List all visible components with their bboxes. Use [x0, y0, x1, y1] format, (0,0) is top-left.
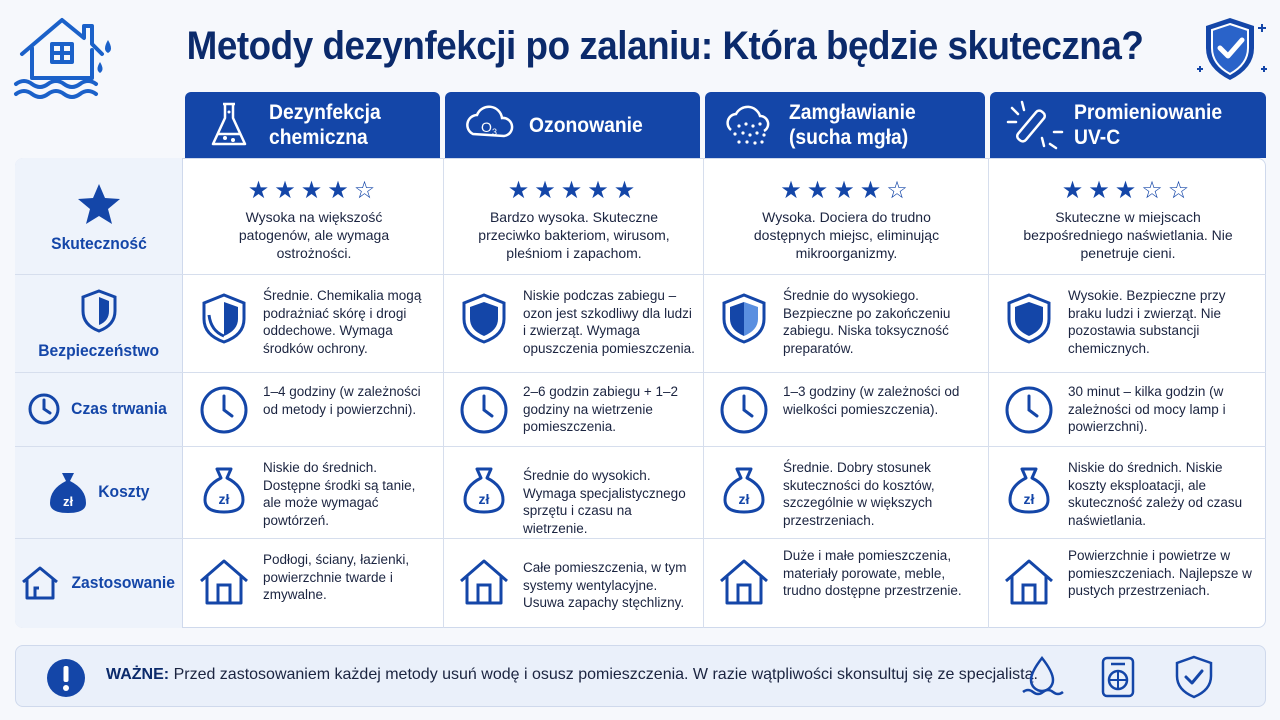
house-icon — [717, 555, 771, 609]
cell-effectiveness-ozone: ★★★★★ Bardzo wysoka. Skuteczne przeciwko bakteriom, wirusom, pleśniom i zapachom. — [445, 158, 703, 274]
clock-icon — [457, 383, 511, 437]
clock-icon — [1002, 383, 1056, 437]
cell-costs-fogging: zł Średnie. Dobry stosunek skuteczności do kosztów, szczególnie w większych przestrzeniach. — [705, 447, 988, 538]
shield-icon — [197, 291, 251, 345]
column-header-fogging — [705, 92, 985, 158]
cell-duration-fogging: 1–3 godziny (w zależności od wielkości pomieszczenia). — [705, 373, 988, 446]
star-icon — [76, 182, 122, 226]
rating-stars: ★★★★☆ — [780, 177, 913, 204]
house-icon — [19, 564, 61, 602]
ozone-icon — [459, 100, 519, 150]
money-bag-icon — [457, 463, 511, 517]
flask-icon — [199, 100, 259, 150]
house-icon — [1002, 555, 1056, 609]
svg-text:zł: zł — [1023, 491, 1035, 507]
method-name: Ozonowanie — [529, 113, 643, 137]
clock-icon — [197, 383, 251, 437]
cell-effectiveness-fogging: ★★★★☆ Wysoka. Dociera do trudno dostępnych miejsc, eliminując mikroorganizmy. — [705, 158, 988, 274]
method-name: Promieniowanie UV-C — [1074, 101, 1223, 149]
shield-icon — [717, 291, 771, 345]
shield-icon — [1002, 291, 1056, 345]
cell-safety-chemical: Średnie. Chemikalia mogą podrażniać skórę i drogi oddechowe. Wymaga środków ochrony. — [185, 275, 443, 372]
column-header-ozone — [445, 92, 700, 158]
cell-duration-chemical: 1–4 godziny (w zależności od metody i powierzchni). — [185, 373, 443, 446]
rating-stars: ★★★★★ — [507, 177, 641, 204]
money-bag-icon — [197, 463, 251, 517]
dehumidifier-icon — [1095, 654, 1141, 700]
row-label-effectiveness: Skuteczność — [15, 164, 183, 272]
cell-costs-ozone: zł Średnie do wysokich. Wymaga specjalistycznego sprzętu i czasu na wietrzenie. — [445, 447, 703, 538]
money-bag-icon — [46, 469, 90, 515]
method-name: Dezynfekcja chemiczna — [269, 101, 381, 149]
cell-effectiveness-chemical: ★★★★☆ Wysoka na większość patogenów, ale wymaga ostrożności. — [185, 158, 443, 274]
shield-icon — [457, 291, 511, 345]
row-label-duration: Czas trwania — [15, 374, 183, 444]
cell-application-ozone: Całe pomieszczenia, w tym systemy wentylacyjne. Usuwa zapachy stęchlizny. — [445, 539, 703, 628]
cell-safety-fogging: Średnie do wysokiego. Bezpieczne po zakończeniu zabiegu. Niska toksyczność preparatów. — [705, 275, 988, 372]
shield-check-icon — [1171, 654, 1217, 700]
exclamation-icon — [46, 658, 86, 698]
row-label-costs: zł Koszty — [15, 448, 183, 536]
cell-effectiveness-uvc: ★★★☆☆ Skuteczne w miejscach bezpośredniego naświetlania. Nie penetruje cieni. — [990, 158, 1266, 274]
page-title: Metody dezynfekcji po zalaniu: Która będzie skuteczna? — [186, 24, 1144, 68]
cell-safety-uvc: Wysokie. Bezpieczne przy braku ludzi i zwierząt. Nie pozostawia substancji chemicznych. — [990, 275, 1266, 372]
svg-text:zł: zł — [63, 494, 74, 509]
fog-cloud-icon — [719, 100, 779, 150]
rating-stars: ★★★☆☆ — [1061, 177, 1195, 204]
cell-application-uvc: Powierzchnie i powietrze w pomieszczeniach. Najlepsze w pustych przestrzeniach. — [990, 539, 1266, 628]
money-bag-icon — [717, 463, 771, 517]
cell-duration-ozone: 2–6 godzin zabiegu + 1–2 godziny na wietrzenie pomieszczenia. — [445, 373, 703, 446]
note-text: WAŻNE: Przed zastosowaniem każdej metody usuń wodę i osusz pomieszczenia. W razie wątpliwości skonsultuj się ze specjalistą. — [106, 666, 1038, 683]
svg-text:zł: zł — [218, 491, 230, 507]
cell-safety-ozone: Niskie podczas zabiegu – ozon jest szkodliwy dla ludzi i zwierząt. Wymaga opuszczenia pomieszczenia. — [445, 275, 703, 372]
row-label-safety: Bezpieczeństwo — [15, 280, 183, 370]
cell-duration-uvc: 30 minut – kilka godzin (w zależności od mocy lamp i powierzchni). — [990, 373, 1266, 446]
money-bag-icon — [1002, 463, 1056, 517]
method-name: Zamgławianie (sucha mgła) — [789, 101, 916, 149]
clock-icon — [717, 383, 771, 437]
cell-costs-chemical: zł Niskie do średnich. Dostępne środki są tanie, ale może wymagać powtórzeń. — [185, 447, 443, 538]
uv-lamp-icon — [1004, 100, 1064, 150]
important-note — [15, 645, 1266, 707]
water-drop-icon — [1019, 654, 1065, 700]
house-icon — [197, 555, 251, 609]
svg-text:zł: zł — [738, 491, 750, 507]
cell-costs-uvc: zł Niskie do średnich. Niskie koszty eksploatacji, ale skuteczność zależy od czasu naświetlania. — [990, 447, 1266, 538]
column-header-chemical — [185, 92, 440, 158]
svg-text:O: O — [481, 119, 492, 135]
svg-text:zł: zł — [478, 491, 490, 507]
cell-application-fogging: Duże i małe pomieszczenia, materiały porowate, meble, trudno dostępne przestrzenie. — [705, 539, 988, 628]
shield-check-logo-icon — [1190, 14, 1270, 84]
house-icon — [457, 555, 511, 609]
column-header-uvc — [990, 92, 1266, 158]
row-label-application: Zastosowanie — [15, 540, 183, 626]
comparison-table — [15, 92, 1266, 628]
shield-icon — [79, 289, 119, 333]
clock-icon — [27, 392, 61, 426]
cell-application-chemical: Podłogi, ściany, łazienki, powierzchnie twarde i zmywalne. — [185, 539, 443, 628]
svg-text:3: 3 — [492, 127, 498, 137]
flooded-house-logo-icon — [12, 10, 116, 102]
rating-stars: ★★★★☆ — [247, 177, 381, 204]
